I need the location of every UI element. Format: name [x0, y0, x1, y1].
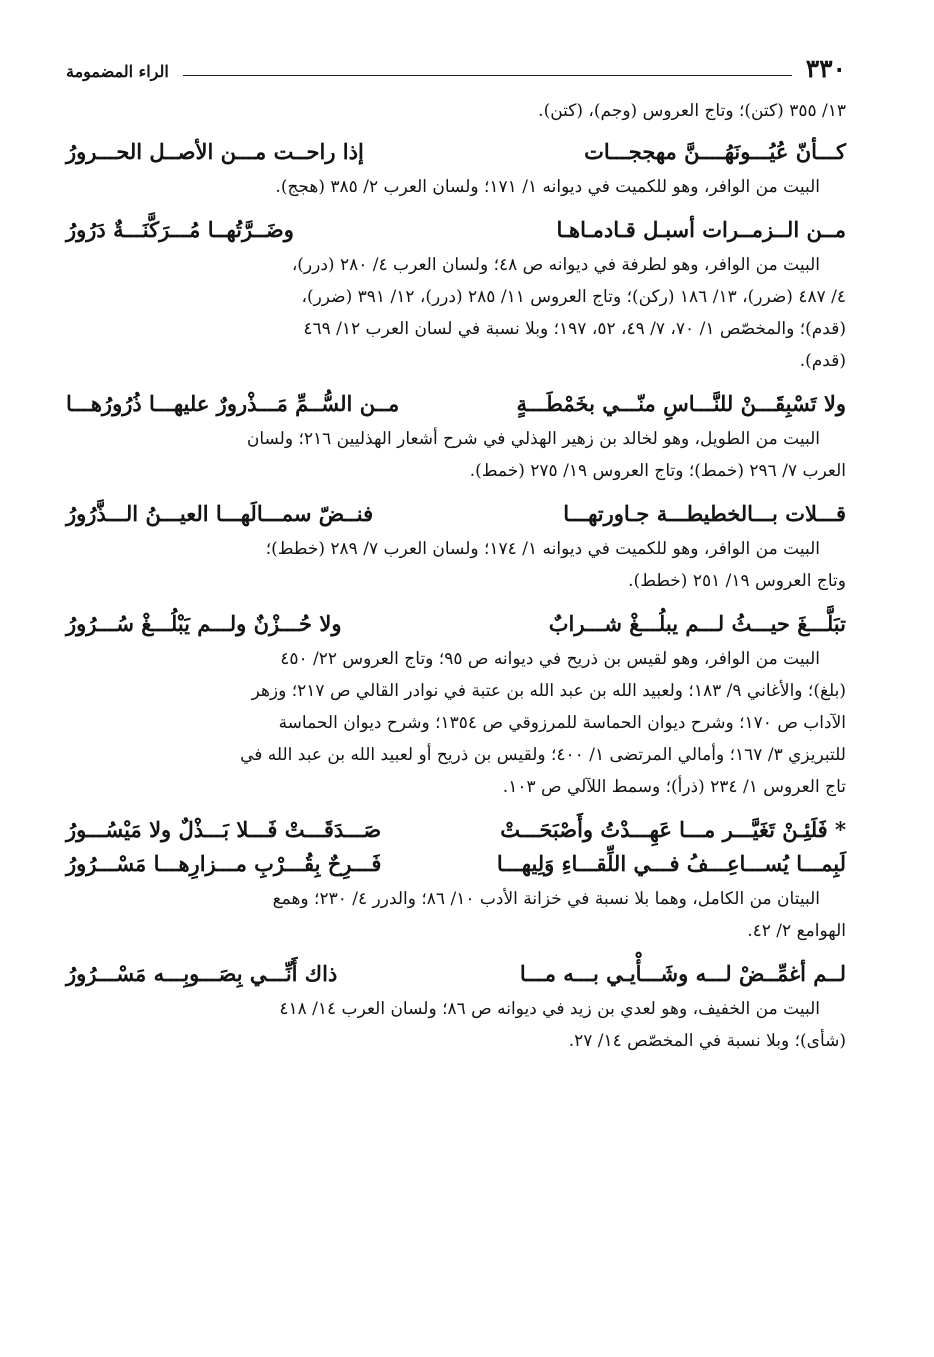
first-hemistich: * فَلَئِـنْ تَغَيَّـــر مـــا عَهِـــدْتُ وأَصْبَحَـــتْ: [500, 817, 846, 842]
verse-citation: [66, 423, 846, 487]
citation-line: وتاج العروس ١٩/ ٢٥١ (خطط).: [628, 571, 846, 591]
second-hemistich: مــن السُّــمِّ مَـــذْرورٌ عليهـــا ذُرُورُهـــا: [66, 391, 400, 416]
first-hemistich: قـــلات بـــالخطيطـــة جـاورتهـــا: [563, 501, 846, 526]
verse-entry: [66, 813, 846, 947]
first-hemistich: لَبِمـــا يُســـاعِـــفُ فـــي اللِّقـــاءِ وَلِيهـــا: [496, 851, 846, 876]
verse-citation: [66, 249, 846, 377]
verse-line: [66, 213, 846, 247]
first-hemistich: مــن الــزمــرات أسبـل قـادمـاهـا: [556, 217, 846, 242]
verse-citation: [66, 643, 846, 803]
verse-entry: [66, 387, 846, 487]
verse-citation: [66, 993, 846, 1057]
citation-line: تاج العروس ١/ ٢٣٤ (ذرأ)؛ وسمط اللآلي ص ١٠٣.: [502, 777, 846, 797]
citation-line: (قدم).: [799, 351, 846, 371]
verse-citation: [66, 171, 846, 203]
page-header: [66, 56, 846, 81]
verse-citation: [66, 883, 846, 947]
running-title: الراء المضمومة: [66, 62, 169, 81]
citation-line: (قدم)؛ والمخصّص ١/ ٧٠، ٧/ ٤٩، ٥٢، ١٩٧؛ وبلا نسبة في لسان العرب ١٢/ ٤٦٩: [303, 319, 846, 339]
citation-line: البيت من الوافر، وهو لقيس بن ذريح في ديوانه ص ٩٥؛ وتاج العروس ٢٢/ ٤٥٠: [280, 649, 820, 669]
citation-line: الهوامع ٢/ ٤٢.: [747, 921, 846, 941]
verse-line: [66, 847, 846, 881]
citation-line: البيتان من الكامل، وهما بلا نسبة في خزانة الأدب ١٠/ ٨٦؛ والدرر ٤/ ٢٣٠؛ وهمع: [272, 889, 820, 909]
verse-line: [66, 497, 846, 531]
verse-entry: [66, 213, 846, 377]
verse-line: [66, 813, 846, 847]
verse-citation: [66, 533, 846, 597]
verse-line: [66, 135, 846, 169]
citation-line: للتبريزي ٣/ ١٦٧؛ وأمالي المرتضى ١/ ٤٠٠؛ ولقيس بن ذريح أو لعبيد الله بن عبد الله في: [240, 745, 846, 765]
page-number: ٣٣٠: [805, 54, 846, 83]
verse-line: [66, 607, 846, 641]
second-hemistich: فنــضّ سمـــالَهـــا العيـــنُ الـــذَّرُورُ: [66, 501, 374, 526]
citation-line: ٤/ ٤٨٧ (ضرر)، ١٣/ ١٨٦ (ركن)؛ وتاج العروس ١١/ ٢٨٥ (درر)، ١٢/ ٣٩١ (ضرر)،: [301, 287, 846, 307]
entries-list: [66, 135, 846, 1057]
second-hemistich: ولا حُـــزْنٌ ولـــم يَبْلُـــغْ سُـــرُورُ: [66, 611, 342, 636]
citation-line: البيت من الوافر، وهو للكميت في ديوانه ١/ ١٧٤؛ ولسان العرب ٧/ ٢٨٩ (خطط)؛: [265, 539, 820, 559]
second-hemistich: ذاك أَنِّـــي بِصَـــوبِـــه مَسْـــرُورُ: [66, 961, 338, 986]
citation-line: (شأى)؛ وبلا نسبة في المخصّص ١٤/ ٢٧.: [568, 1031, 846, 1051]
verse-entry: [66, 607, 846, 803]
citation-line: البيت من الوافر، وهو للكميت في ديوانه ١/ ١٧١؛ ولسان العرب ٢/ ٣٨٥ (هجج).: [275, 177, 820, 197]
verse-entry: [66, 497, 846, 597]
citation-line: الآداب ص ١٧٠؛ وشرح ديوان الحماسة للمرزوقي ص ١٣٥٤؛ وشرح ديوان الحماسة: [278, 713, 846, 733]
citation-line: العرب ٧/ ٢٩٦ (خمط)؛ وتاج العروس ١٩/ ٢٧٥ (خمط).: [469, 461, 846, 481]
verse-line: [66, 957, 846, 991]
citation-line: (بلغ)؛ والأغاني ٩/ ١٨٣؛ ولعبيد الله بن عبد الله بن عتبة في نوادر القالي ص ٢١٧؛ وزهر: [251, 681, 846, 701]
verse-line: [66, 387, 846, 421]
header-rule: [183, 75, 792, 76]
verse-entry: [66, 957, 846, 1057]
citation-line: البيت من الطويل، وهو لخالد بن زهير الهذلي في شرح أشعار الهذليين ٢١٦؛ ولسان: [246, 429, 820, 449]
first-hemistich: تبَلَّـــغَ حيـــثُ لـــم يبلُـــغْ شـــرابٌ: [548, 611, 846, 636]
first-hemistich: كـــأنّ عُيُـــونَهُــــنَّ مهججـــات: [584, 139, 846, 164]
second-hemistich: فَـــرِحٌ بِقُـــرْبِ مـــزارِهـــا مَسْـــرُورُ: [66, 851, 382, 876]
continuation-citation: ١٣/ ٣٥٥ (كتن)؛ وتاج العروس (وجم)، (كتن).: [538, 101, 846, 121]
first-hemistich: لــم أغمِّــضْ لـــه وشَـــأْيـي بـــه مـــا: [519, 961, 846, 986]
second-hemistich: إذا راحــت مـــن الأصــل الحـــرورُ: [66, 139, 364, 164]
second-hemistich: وضَــرَّتُهــا مُـــرَكَّنَـــةٌ دَرُورُ: [66, 217, 294, 242]
verse-entry: [66, 135, 846, 203]
first-hemistich: ولا تَسْبِقَـــنْ للنَّـــاسِ منّـــي بخَمْطَـــةٍ: [516, 391, 846, 416]
second-hemistich: صَـــدَقَـــتْ فَـــلا بَـــذْلٌ ولا مَيْسُـــورُ: [66, 817, 382, 842]
citation-line: البيت من الخفيف، وهو لعدي بن زيد في ديوانه ص ٨٦؛ ولسان العرب ١٤/ ٤١٨: [279, 999, 820, 1019]
citation-line: البيت من الوافر، وهو لطرفة في ديوانه ص ٤٨؛ ولسان العرب ٤/ ٢٨٠ (درر)،: [291, 255, 820, 275]
